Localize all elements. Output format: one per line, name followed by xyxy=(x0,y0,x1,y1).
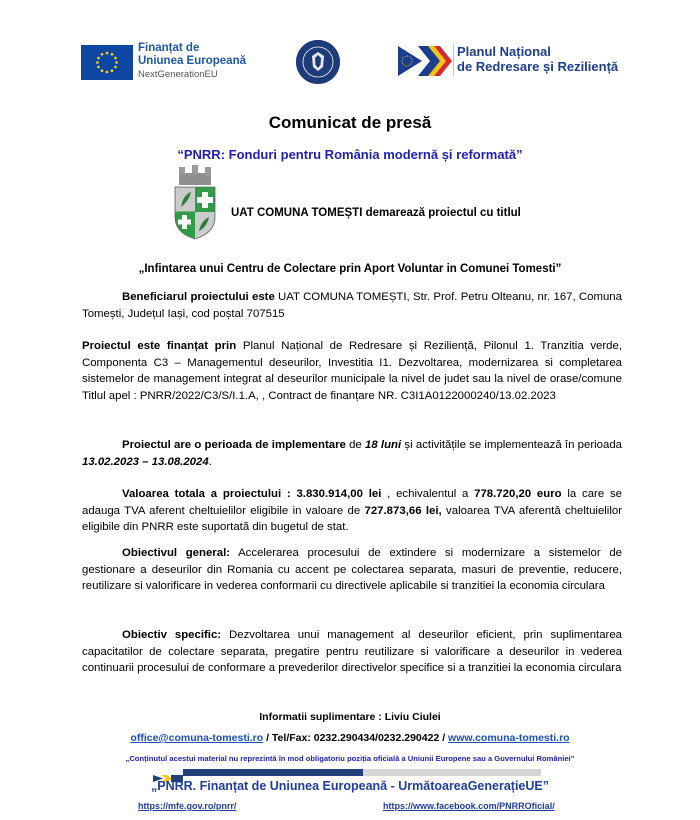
email-link[interactable]: office@comuna-tomesti.ro xyxy=(130,732,264,744)
page-title: Comunicat de presă xyxy=(268,113,432,132)
specific-objective-paragraph xyxy=(82,627,622,677)
page-subtitle: “PNRR: Fonduri pentru România modernă și reformată” xyxy=(177,147,523,162)
tomesti-coat-of-arms-icon xyxy=(173,165,217,241)
general-objective-paragraph xyxy=(82,545,622,595)
disclaimer: „Conținutul acestui material nu reprezintă în mod obligatoriu poziția oficială a Uniunii Europene sau a Guvernului României” xyxy=(125,754,575,763)
specific-objective-text: Dezvoltarea unui management al deseurilor eficient, prin suplimentarea capacitatilor de colectare separata, pregatire pentru reutilizare si valorificare a deseurilor in vederea continuarii procesului de conformare a prevederilor directivelor specifice si a tranzitiei la economia circulara xyxy=(82,629,622,674)
period-text-2: și activitățile se implementează în perioada xyxy=(401,439,622,451)
financing-label: Proiectul este finanțat prin xyxy=(82,340,237,352)
pnrr-logo-label xyxy=(457,44,618,74)
general-objective-text: Accelerarea procesului de extindere si modernizare a sistemelor de gestionare a deseurilor din Romania cu accent pe colectarea separata, masuri de preventie, reducere, reutilizare si valorificare in vederea conformarii cu directivele aplicabile si tranzitiei la economia circulara xyxy=(82,547,623,592)
period-text-1: de xyxy=(345,439,366,451)
pnrr-banner-bar-blue xyxy=(183,769,363,776)
uat-announcement: UAT COMUNA TOMEȘTI demarează proiectul cu titlul xyxy=(231,207,521,219)
contact-person: Informatii suplimentare : Liviu Ciulei xyxy=(259,711,441,723)
value-text-3: valoarea TVA aferentă cheltuielilor eligibile din PNRR este suportată din bugetul de stat. xyxy=(82,504,622,533)
pnrr-logo-line2: de Redresare și Reziliență xyxy=(457,59,619,74)
eu-logo-line3: NextGenerationEU xyxy=(138,69,218,80)
period-label: Proiectul are o perioada de implementare xyxy=(122,439,346,451)
pnrr-slogan: „PNRR. Finanțat de Uniunea Europeană - UrmătoareaGenerațieUE” xyxy=(150,779,549,793)
eu-logo-line2: Uniunea Europeană xyxy=(138,55,246,67)
value-text-1: , echivalentul a xyxy=(381,488,475,500)
value-paragraph xyxy=(82,486,622,536)
pnrr-banner-bar-grey xyxy=(363,769,541,776)
contact-line xyxy=(0,732,700,744)
specific-objective-label: Obiectiv specific: xyxy=(122,629,222,641)
implementation-range: 13.02.2023 – 13.08.2024 xyxy=(82,455,209,468)
beneficiary-text: UAT COMUNA TOMEȘTI, Str. Prof. Petru Olteanu, nr. 167, Comuna Tomești, Județul Iași, cod poștal 707515 xyxy=(82,291,622,320)
period-text-3: . xyxy=(208,455,212,468)
total-value: Valoarea totala a proiectului : 3.830.914,00 lei xyxy=(122,488,382,500)
phone-fax: / Tel/Fax: 0232.290434/0232.290422 / xyxy=(263,732,449,744)
pnrr-logo-divider xyxy=(453,44,454,76)
general-objective-label: Obiectivul general: xyxy=(122,547,231,559)
implementation-duration: 18 luni xyxy=(365,439,402,451)
financing-paragraph xyxy=(82,338,622,404)
pnrr-logo-icon xyxy=(398,46,452,76)
beneficiary-label: Beneficiarul proiectului este xyxy=(122,291,275,303)
pnrr-logo-line1: Planul Național xyxy=(457,44,551,59)
beneficiary-paragraph xyxy=(82,289,622,322)
vat-value: 727.873,66 lei, xyxy=(364,504,442,517)
website-link[interactable]: www.comuna-tomesti.ro xyxy=(448,732,570,744)
value-text-2: la care se adauga TVA aferent cheltuielilor eligibile in valoare de xyxy=(82,488,622,517)
guvernul-romaniei-seal-icon xyxy=(296,40,340,84)
eu-logo-line1: Finanțat de xyxy=(138,42,200,54)
euro-value: 778.720,20 euro xyxy=(474,488,562,500)
eu-funding-label xyxy=(138,42,246,81)
mfe-link[interactable]: https://mfe.gov.ro/pnrr/ xyxy=(138,801,237,811)
project-title: „Infintarea unui Centru de Colectare prin Aport Voluntar in Comunei Tomesti” xyxy=(138,263,562,275)
period-paragraph xyxy=(82,437,622,470)
pnrr-arrow-icon xyxy=(153,769,183,776)
eu-flag-icon xyxy=(81,45,133,80)
facebook-link[interactable]: https://www.facebook.com/PNRROficial/ xyxy=(383,801,555,811)
financing-text: Planul Național de Redresare și Reziliență, Pilonul 1. Tranzitia verde, Componenta C3 – Managementul deseurilor, Investitia I1. Dezvoltarea, modernizarea si completarea sistemelor de management integrat al deseurilor municipale la nivel de judet sau la nivel de orase/comune Titlul apel : PNRR/2022/C3/S/I.1.A, , Contract de finanțare NR. C3I1A0122000240/13.02.2023 xyxy=(82,340,622,402)
